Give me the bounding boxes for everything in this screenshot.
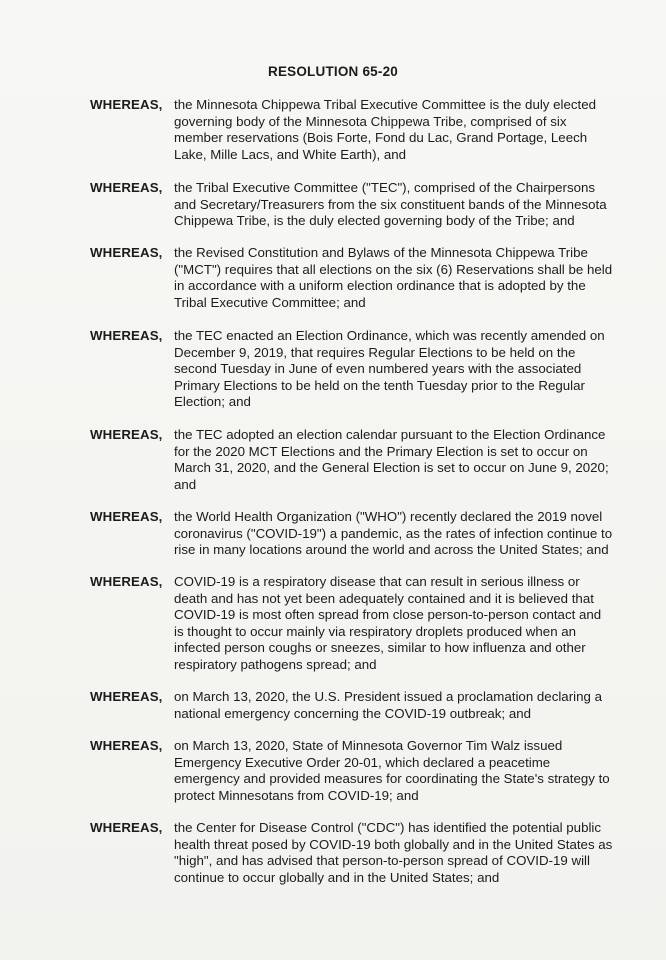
clause-text: on March 13, 2020, the U.S. President issued a proclamation declaring a national emergency concerning the COVID-19 outbreak; and xyxy=(174,689,602,721)
clause-label: WHEREAS, xyxy=(90,180,163,195)
clause-label: WHEREAS, xyxy=(90,509,163,524)
whereas-clause-6 xyxy=(90,509,650,559)
clause-text: COVID-19 is a respiratory disease that can result in serious illness or death and has not yet been adequately contained and it is believed that COVID-19 is most often spread from close person-to-person contact and is thought to occur mainly via respiratory droplets produced when an infected person coughs or sneezes, similar to how influenza and other respiratory pathogens spread; and xyxy=(174,574,602,672)
clause-label: WHEREAS, xyxy=(90,427,163,442)
clause-text: the World Health Organization ("WHO") recently declared the 2019 novel coronavirus ("COVID-19") a pandemic, as the rates of infection continue to rise in many locations around the world and across the United States; and xyxy=(174,509,613,558)
clause-label: WHEREAS, xyxy=(90,97,163,112)
clause-label: WHEREAS, xyxy=(90,328,163,343)
clause-text: the Minnesota Chippewa Tribal Executive Committee is the duly elected governing body of the Minnesota Chippewa Tribe, comprised of six member reservations (Bois Forte, Fond du Lac, Grand Portage, Leech Lake, Mille Lacs, and White Earth), and xyxy=(174,97,597,162)
clause-label: WHEREAS, xyxy=(90,574,163,589)
whereas-clause-2 xyxy=(90,180,650,230)
whereas-clause-5 xyxy=(90,427,650,493)
whereas-clause-8 xyxy=(90,689,650,722)
clause-text: on March 13, 2020, State of Minnesota Governor Tim Walz issued Emergency Executive Order 20-01, which declared a peacetime emergency and provided measures for coordinating the State's strategy to protect Minnesotans from COVID-19; and xyxy=(174,738,610,803)
clause-text: the Center for Disease Control ("CDC") has identified the potential public health threat posed by COVID-19 both globally and in the United States as "high", and has advised that person-to-person spread of COVID-19 will continue to occur globally and in the United States; and xyxy=(174,820,613,885)
clause-label: WHEREAS, xyxy=(90,245,163,260)
resolution-title: RESOLUTION 65-20 xyxy=(268,64,398,79)
whereas-clause-10 xyxy=(90,820,650,886)
whereas-clause-1 xyxy=(90,97,650,163)
clause-text: the TEC enacted an Election Ordinance, which was recently amended on December 9, 2019, that requires Regular Elections to be held on the second Tuesday in June of even numbered years with the associated Primary Elections to be held on the tenth Tuesday prior to the Regular Election; and xyxy=(174,328,605,410)
clause-label: WHEREAS, xyxy=(90,689,163,704)
whereas-clause-9 xyxy=(90,738,650,804)
clause-text: the TEC adopted an election calendar pursuant to the Election Ordinance for the 2020 MCT Elections and the Primary Election is set to occur on March 31, 2020, and the General Election is set to occur on June 9, 2020; and xyxy=(174,427,609,492)
clause-label: WHEREAS, xyxy=(90,738,163,753)
clause-label: WHEREAS, xyxy=(90,820,163,835)
clause-text: the Tribal Executive Committee ("TEC"), comprised of the Chairpersons and Secretary/Treasurers from the six constituent bands of the Minnesota Chippewa Tribe, is the duly elected governing body of the Tribe; and xyxy=(174,180,607,229)
clause-text: the Revised Constitution and Bylaws of the Minnesota Chippewa Tribe ("MCT") requires that all elections on the six (6) Reservations shall be held in accordance with a uniform election ordinance that is adopted by the Tribal Executive Committee; and xyxy=(174,245,613,310)
whereas-clause-7 xyxy=(90,574,650,674)
whereas-clause-4 xyxy=(90,328,650,411)
whereas-clause-3 xyxy=(90,245,650,311)
